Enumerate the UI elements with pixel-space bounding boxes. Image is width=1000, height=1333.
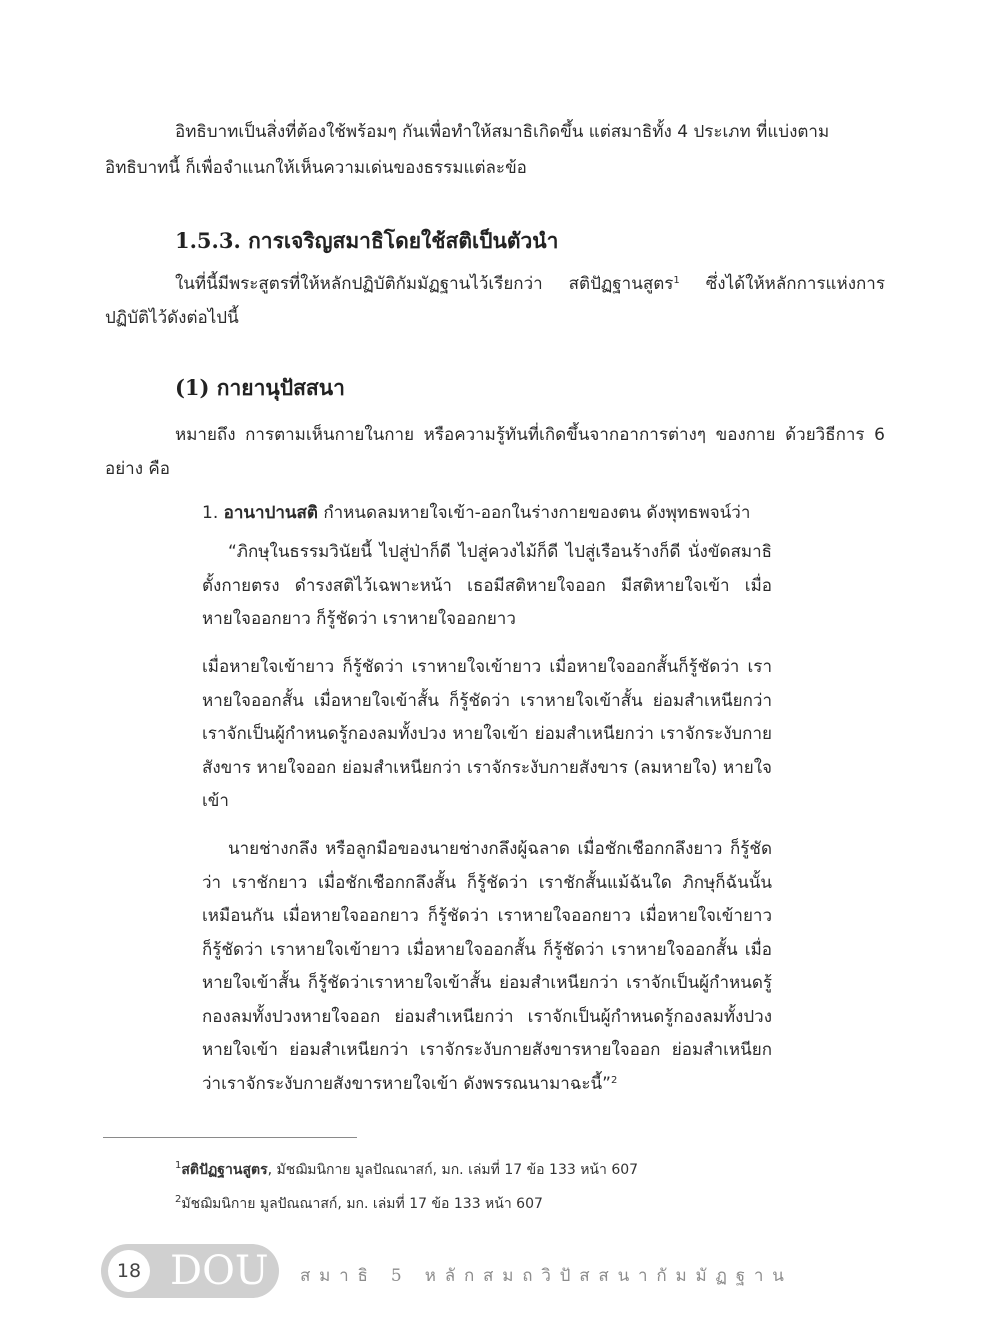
footnote-mark: 2 [175,1194,182,1205]
quote-paragraph-1: “ภิกษุในธรรมวินัยนี้ ไปสู่ป่าก็ดี ไปสู่ควงไม้ก็ดี ไปสู่เรือนร้างก็ดี นั่งขัดสมาธิ ตั้งกายตรง ดำรงสติไว้เฉพาะหน้า เธอมีสติหายใจออก มีสติหายใจเข้า เมื่อหายใจออกยาว ก็รู้ชัดว่า เราหายใจออกยาว [202,542,772,629]
intro-line-1: อิทธิบาทเป็นสิ่งที่ต้องใช้พร้อมๆ กันเพื่อทำให้สมาธิเกิดขึ้น แต่สมาธิทั้ง 4 ประเภท ที่แบ่งตาม [175,122,830,142]
list-item-desc: กำหนดลมหายใจเข้า-ออกในร่างกายของตน ดังพุทธพจน์ว่า [317,503,751,523]
list-item-number: 1. [202,503,219,523]
footnote-text: , มัชฌิมนิกาย มูลปัณณาสก์, มก. เล่มที่ 17 ข้อ 133 หน้า 607 [267,1162,639,1178]
footnote-mark: 1 [175,1160,182,1171]
section-paragraph-part2: ซึ่งได้ให้หลักการแห่งการปฏิบัติไว้ดังต่อไปนี้ [105,274,885,328]
section-paragraph [105,268,885,335]
page-number: 18 [108,1250,150,1292]
footnote-ref-2[interactable]: 2 [610,1074,618,1086]
intro-line-2: อิทธิบาทนี้ ก็เพื่อจำแนกให้เห็นความเด่นของธรรมแต่ละข้อ [105,158,527,178]
footnote-text: มัชฌิมนิกาย มูลปัณณาสก์, มก. เล่มที่ 17 ข้อ 133 หน้า 607 [181,1196,543,1212]
section-paragraph-part1: ในที่นี้มีพระสูตรที่ให้หลักปฏิบัติกัมมัฏฐานไว้เรียกว่า สติปัฏฐานสูตร [175,274,674,294]
dou-logo: DOU [170,1248,269,1294]
footnote-2 [175,1194,543,1214]
footnote-ref-1[interactable]: 1 [673,275,680,286]
quote-paragraph-2: เมื่อหายใจเข้ายาว ก็รู้ชัดว่า เราหายใจเข้ายาว เมื่อหายใจออกสั้นก็รู้ชัดว่า เราหายใจออกสั้น เมื่อหายใจเข้าสั้น ก็รู้ชัดว่า เราหายใจเข้าสั้น ย่อมสำเหนียกว่า เราจักเป็นผู้กำหนดรู้กองลมทั้งปวง หายใจเข้า ย่อมสำเหนียกว่า เราจักระงับกายสังขาร หายใจออก ย่อมสำเหนียกว่า เราจักระงับกายสังขาร (ลมหายใจ) หายใจเข้า [202,657,772,811]
quote-paragraph-3-text: นายช่างกลึง หรือลูกมือของนายช่างกลึงผู้ฉลาด เมื่อชักเชือกกลึงยาว ก็รู้ชัดว่า เราชักยาว เมื่อชักเชือกกลึงสั้น ก็รู้ชัดว่า เราชักสั้นแม้ฉันใด ภิกษุก็ฉันนั้นเหมือนกัน เมื่อหายใจออกยาว ก็รู้ชัดว่า เราหายใจออกยาว เมื่อหายใจเข้ายาว ก็รู้ชัดว่า เราหายใจเข้ายาว เมื่อหายใจออกสั้น ก็รู้ชัดว่า เราหายใจออกสั้น เมื่อหายใจเข้าสั้น ก็รู้ชัดว่าเราหายใจเข้าสั้น ย่อมสำเหนียกว่า เราจักเป็นผู้กำหนดรู้กองลมทั้งปวงหายใจออก ย่อมสำเหนียกว่า เราจักเป็นผู้กำหนดรู้กองลมทั้งปวงหายใจเข้า ย่อมสำเหนียกว่า เราจักระงับกายสังขารหายใจออก ย่อมสำเหนียกว่าเราจักระงับกายสังขารหายใจเข้า ดังพรรณนามาฉะนี้” [202,839,772,1094]
book-title: สมาธิ 5 หลักสมถวิปัสสนากัมมัฏฐาน [300,1266,793,1286]
list-item-1 [202,497,802,531]
footnote-1 [175,1160,638,1180]
footnote-title: สติปัฏฐานสูตร [181,1162,268,1178]
list-item-term: อานาปานสติ [223,503,318,523]
footnote-divider [103,1137,357,1138]
section-heading: 1.5.3. การเจริญสมาธิโดยใช้สติเป็นตัวนำ [175,228,559,253]
subsection-paragraph: หมายถึง การตามเห็นกายในกาย หรือความรู้ทันที่เกิดขึ้นจากอาการต่างๆ ของกาย ด้วยวิธีการ 6 อย่าง คือ [105,425,885,479]
subsection-heading: (1) กายานุปัสสนา [175,375,345,400]
quote-paragraph-3 [202,833,772,1101]
